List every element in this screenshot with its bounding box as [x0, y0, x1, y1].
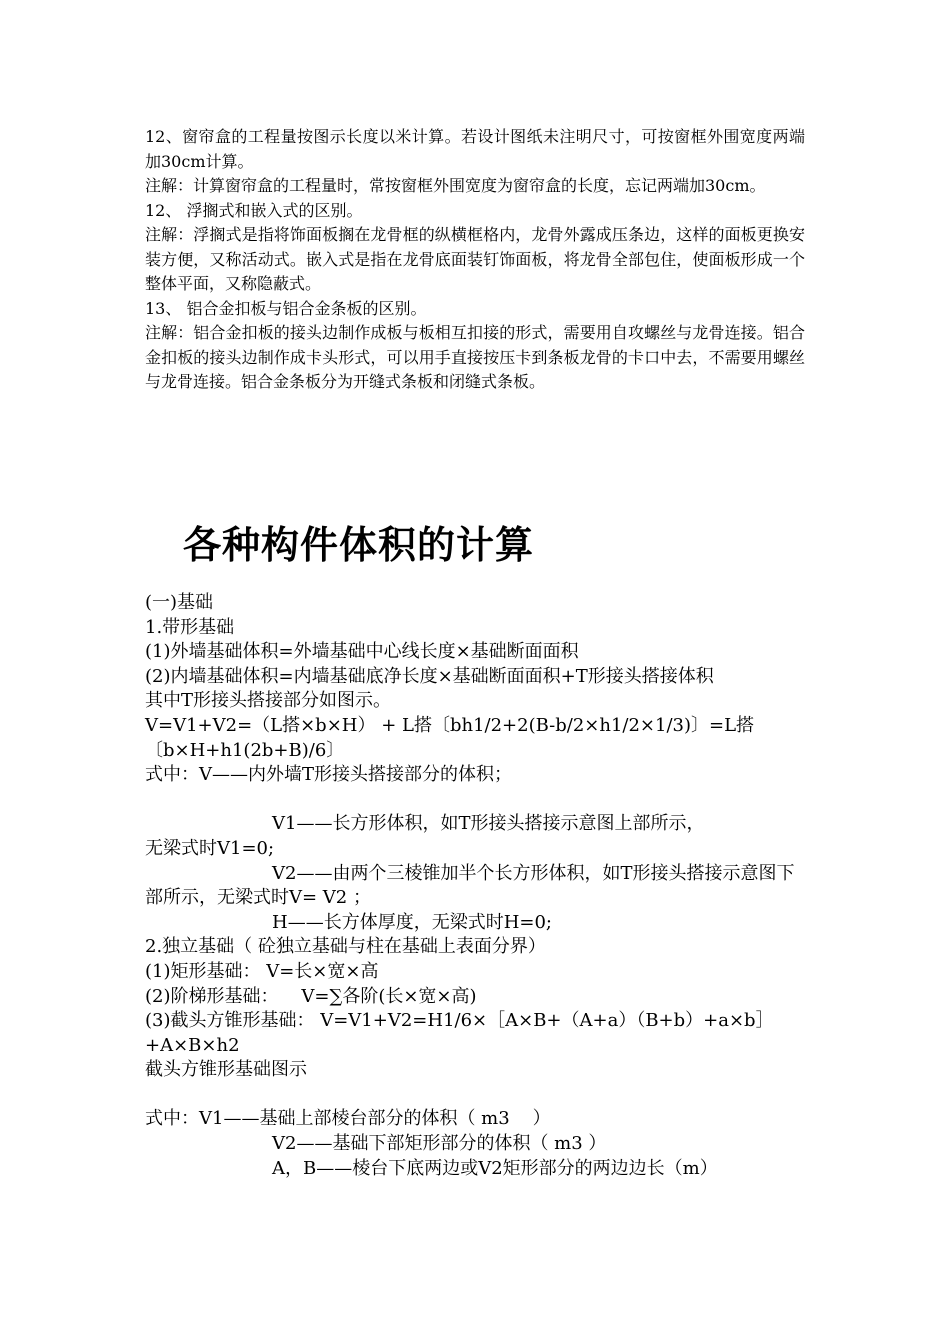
notes-section	[145, 125, 805, 395]
heading-isolated-foundation: 2.独立基础（ 砼独立基础与柱在基础上表面分界）	[145, 936, 546, 958]
formula-rectangular: (1)矩形基础： V=长×宽×高	[145, 960, 379, 982]
note-13-aluminum-panels: 13、 铝合金扣板与铝合金条板的区别。	[145, 298, 427, 318]
text-where-v1: 式中：V1——基础上部棱台部分的体积（ m3 ）	[145, 1108, 551, 1130]
heading-foundation: (一)基础	[145, 592, 214, 613]
note-12-window-box: 12、窗帘盒的工程量按图示长度以米计算。若设计图纸未注明尺寸，可按窗框外围宽度两端加30cm计算。	[145, 127, 805, 171]
heading-strip-foundation: 1.带形基础	[145, 616, 235, 638]
text-pyramid-figure: 截头方锥形基础图示	[145, 1059, 307, 1081]
note-12-floating-vs-embedded: 12、 浮搁式和嵌入式的区别。	[145, 200, 363, 220]
text-t-joint: 其中T形接头搭接部分如图示。	[145, 690, 392, 712]
text-h: H——长方体厚度，无梁式时H=0;	[272, 911, 552, 933]
text-v1-cont: 无梁式时V1=0;	[145, 837, 275, 859]
text-where-v2: V2——基础下部矩形部分的体积（ m3 ）	[272, 1133, 607, 1155]
note-floating-annotation: 注解：浮搁式是指将饰面板搁在龙骨框的纵横框格内，龙骨外露成压条边，这样的面板更换安装方便，又称活动式。嵌入式是指在龙骨底面装钉饰面板，将龙骨全部包住，使面板形成一个整体平面，又称隐蔽式。	[145, 225, 805, 293]
text-where-v: 式中：V——内外墙T形接头搭接部分的体积；	[145, 764, 513, 786]
formula-stepped: (2)阶梯形基础： V=∑各阶(长×宽×高)	[145, 985, 477, 1007]
section-title: 各种构件体积的计算	[183, 523, 535, 567]
formula-t-joint: V=V1+V2=（L搭×b×H） + L搭〔bh1/2+2(B-b/2×h1/2×1/3)〕=L搭〔b×H+h1(2b+B)/6〕	[145, 714, 755, 761]
blank-line	[145, 788, 805, 813]
formula-truncated-pyramid: (3)截头方锥形基础： V=V1+V2=H1/6×［A×B+（A+a）（B+b）+a×b］+A×B×h2	[145, 1010, 774, 1056]
blank-line-2	[145, 1083, 805, 1108]
note-12-annotation: 注解：计算窗帘盒的工程量时，常按窗框外围宽度为窗帘盒的长度，忘记两端加30cm。	[145, 176, 766, 195]
formula-outer-wall: (1)外墙基础体积=外墙基础中心线长度×基础断面面积	[145, 641, 579, 663]
volume-calc-section	[145, 591, 805, 1181]
text-v2: V2——由两个三棱锥加半个长方形体积，如T形接头搭接示意图下部所示，无梁式时V= V2 ；	[145, 862, 795, 909]
text-v1: V1——长方形体积，如T形接头搭接示意图上部所示，	[272, 813, 705, 835]
text-where-ab: A，B——棱台下底两边或V2矩形部分的两边边长（m）	[272, 1157, 718, 1179]
note-13-annotation: 注解：铝合金扣板的接头边制作成板与板相互扣接的形式，需要用自攻螺丝与龙骨连接。铝合金扣板的接头边制作成卡头形式，可以用手直接按压卡到条板龙骨的卡口中去，不需要用螺丝与龙骨连接。铝合金条板分为开缝式条板和闭缝式条板。	[145, 323, 805, 391]
formula-inner-wall: (2)内墙基础体积=内墙基础底净长度×基础断面面积+T形接头搭接体积	[145, 665, 714, 687]
